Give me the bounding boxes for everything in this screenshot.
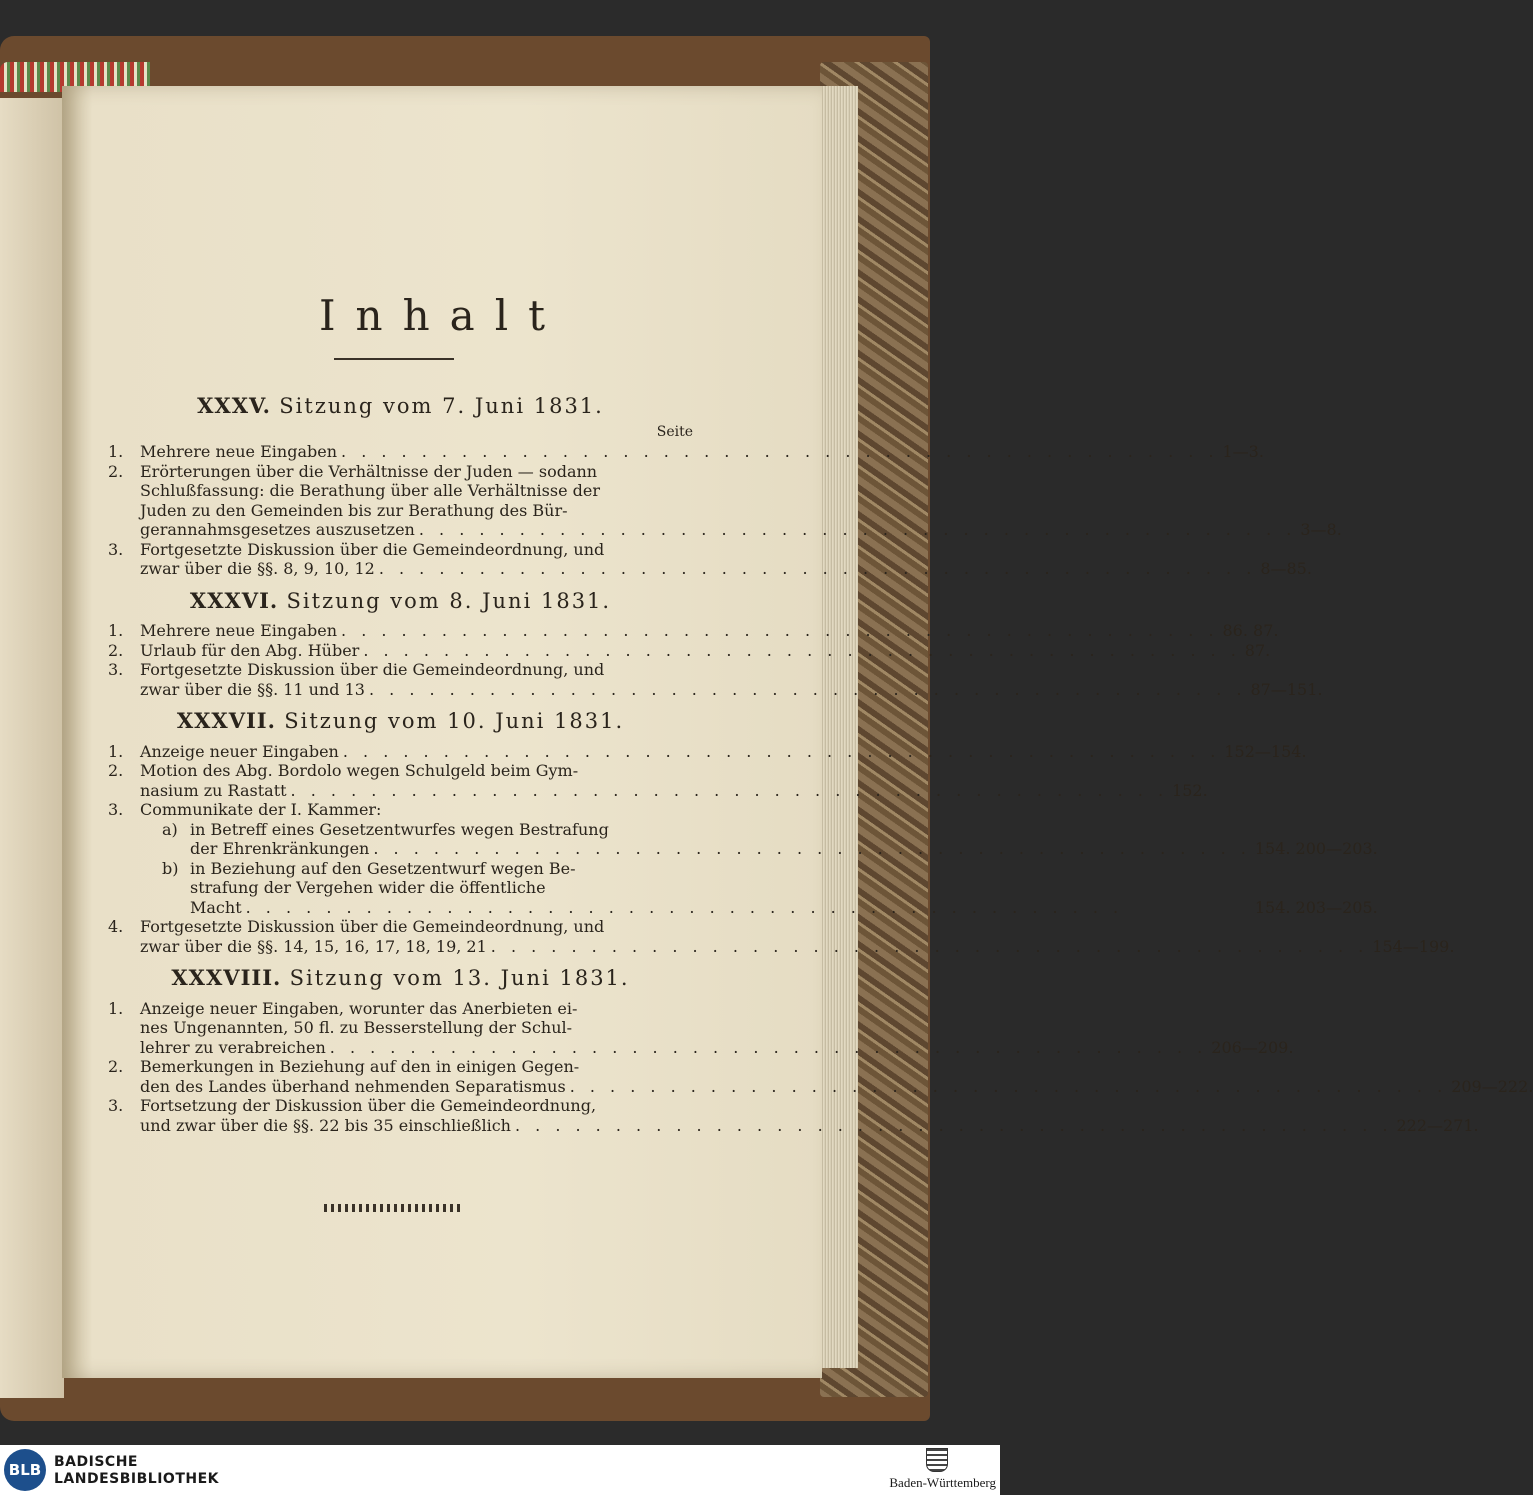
item-body [140, 1057, 1533, 1096]
sub-item [162, 859, 1378, 918]
book-page [62, 86, 1533, 1378]
entry-text: Mehrere neue Eingaben [140, 442, 338, 461]
page-number: 209—222. [1451, 1076, 1533, 1096]
entry-text: lehrer zu verabreichen [140, 1037, 326, 1057]
toc-section [108, 587, 1323, 700]
toc-section [108, 708, 1455, 956]
entry-text: Schlußfassung: die Berathung über alle Verhältnisse der [140, 481, 600, 500]
section-heading [108, 587, 693, 613]
toc-line [140, 1018, 1293, 1038]
sub-body [190, 820, 1378, 859]
sub-letter: a) [162, 819, 178, 839]
dot-leader [339, 742, 1224, 762]
toc-line [140, 520, 1342, 540]
toc-line [190, 859, 1378, 879]
item-body [140, 1096, 1479, 1135]
page-stack [818, 86, 858, 1368]
entry-text: Communikate der I. Kammer: [140, 800, 382, 819]
section-date: Sitzung vom 8. Juni 1831. [286, 588, 612, 613]
item-number: 1. [108, 442, 124, 461]
state-label: Baden-Württemberg [889, 1475, 996, 1490]
toc-item [108, 660, 1323, 699]
footer-bar [0, 1445, 1000, 1495]
toc-line [140, 1116, 1479, 1136]
toc-line [140, 442, 1264, 462]
toc-item [108, 917, 1455, 956]
toc-line [190, 820, 1378, 840]
section-date: Sitzung vom 10. Juni 1831. [284, 709, 625, 733]
dot-leader [369, 839, 1254, 859]
toc-line [140, 660, 1322, 680]
entry-text: nasium zu Rastatt [140, 780, 287, 800]
section-roman: XXXVI. [189, 587, 279, 613]
entry-text: zwar über die §§. 11 und 13 [140, 679, 365, 699]
page-number: 206—209. [1211, 1037, 1294, 1057]
item-body [140, 742, 1307, 762]
toc-line [140, 481, 1342, 501]
dot-leader [242, 898, 1255, 918]
item-number: 3. [108, 660, 124, 679]
page-number: 3—8. [1300, 520, 1342, 539]
entry-text: Urlaub für den Abg. Hüber [140, 640, 360, 660]
toc-item [108, 1096, 1479, 1135]
entry-text: Anzeige neuer Eingaben [140, 741, 339, 761]
dot-leader [375, 559, 1260, 579]
item-number: 1. [108, 621, 124, 640]
toc-line [140, 1057, 1533, 1077]
toc-item [108, 800, 1378, 917]
item-number: 3. [108, 1096, 124, 1115]
toc-line [140, 1096, 1479, 1116]
dot-leader [511, 1116, 1396, 1136]
toc-item [108, 998, 1294, 1058]
toc-section [108, 393, 1342, 579]
dot-leader [287, 781, 1172, 801]
toc-line [140, 937, 1454, 957]
entry-text: Anzeige neuer Eingaben, worunter das Anerbieten ei- [140, 998, 578, 1018]
entry-text: zwar über die §§. 14, 15, 16, 17, 18, 19, 21 [140, 936, 487, 956]
item-number: 2. [108, 640, 124, 660]
section-roman: XXXVIII. [171, 965, 282, 990]
item-number: 2. [108, 461, 124, 481]
item-body [140, 800, 1378, 917]
entry-text: Erörterungen über die Verhältnisse der Juden — sodann [140, 461, 598, 481]
entry-text: in Betreff eines Gesetzentwurfes wegen Bestrafung [190, 819, 609, 839]
toc-line [140, 742, 1307, 762]
dot-leader [365, 680, 1250, 700]
page-column-label: Seite [656, 423, 693, 440]
page-number: 86. 87. [1222, 621, 1279, 640]
entry-text: Macht [190, 897, 242, 917]
dot-leader [337, 621, 1222, 641]
toc-line [140, 680, 1322, 700]
entry-text: Fortgesetzte Diskussion über die Gemeindeordnung, und [140, 660, 605, 679]
entry-text: Mehrere neue Eingaben [140, 621, 338, 640]
item-body [140, 999, 1293, 1058]
toc-line [140, 999, 1293, 1019]
item-body [140, 540, 1312, 579]
section-roman: XXXV. [197, 393, 271, 418]
section-date: Sitzung vom 7. Juni 1831. [279, 394, 604, 418]
page-number: 154. 200—203. [1254, 839, 1378, 858]
page-number: 154—199. [1372, 936, 1455, 956]
dot-leader [415, 520, 1300, 540]
item-body [140, 660, 1322, 699]
entry-text: zwar über die §§. 8, 9, 10, 12 [140, 559, 375, 578]
toc-line [140, 761, 1208, 781]
toc-item [108, 461, 1342, 540]
toc-item [108, 1057, 1533, 1096]
item-body [140, 641, 1270, 661]
section-heading [108, 965, 693, 990]
entry-text: den des Landes überhand nehmenden Separatismus [140, 1076, 566, 1096]
item-number: 4. [108, 917, 124, 936]
dot-leader [566, 1077, 1451, 1097]
page-number: 152. [1172, 780, 1208, 800]
item-body [140, 621, 1278, 641]
entry-text: gerannahmsgesetzes auszusetzen [140, 520, 415, 539]
item-number: 3. [108, 800, 124, 819]
toc-line [140, 781, 1208, 801]
page-number: 87. [1244, 640, 1271, 660]
toc-line [140, 540, 1312, 560]
toc-line [140, 1077, 1533, 1097]
toc-line [140, 641, 1270, 661]
page-number: 152—154. [1224, 741, 1307, 761]
entry-text: Bemerkungen in Beziehung auf den in einigen Gegen- [140, 1057, 580, 1076]
item-body [140, 462, 1342, 540]
section-roman: XXXVII. [176, 708, 276, 733]
entry-text: der Ehrenkränkungen [190, 839, 370, 858]
item-number: 2. [108, 761, 124, 780]
toc-item [108, 539, 1312, 579]
left-page-edge [0, 98, 64, 1398]
item-body [140, 917, 1454, 956]
dot-leader [337, 442, 1222, 462]
toc-item [108, 442, 1264, 462]
toc-line [140, 800, 1378, 820]
coat-of-arms-icon [926, 1448, 948, 1472]
dot-leader [326, 1038, 1211, 1058]
dot-leader [487, 937, 1372, 957]
page-number: 1—3. [1222, 442, 1264, 461]
table-of-contents [108, 384, 1533, 1135]
sub-item [162, 820, 1378, 859]
toc-item [108, 640, 1271, 661]
toc-line [190, 878, 1378, 898]
entry-text: strafung der Vergehen wider die öffentliche [190, 878, 546, 897]
page-number: 154. 203—205. [1254, 897, 1378, 917]
toc-line [140, 917, 1454, 937]
library-name-line2: LANDESBIBLIOTHEK [54, 1471, 220, 1487]
toc-line [190, 898, 1378, 918]
page-number: 87—151. [1250, 679, 1323, 699]
item-number: 1. [108, 998, 124, 1018]
toc-item [108, 761, 1208, 800]
entry-text: Fortgesetzte Diskussion über die Gemeindeordnung, und [140, 917, 605, 936]
page-number: 222—271. [1396, 1115, 1479, 1135]
entry-text: Motion des Abg. Bordolo wegen Schulgeld beim Gym- [140, 761, 579, 780]
page-title: Inhalt [318, 291, 566, 340]
entry-text: Juden zu den Gemeinden bis zur Berathung des Bür- [140, 500, 568, 520]
section-date: Sitzung vom 13. Juni 1831. [289, 966, 630, 990]
library-name-line1: BADISCHE [54, 1454, 138, 1470]
item-number: 2. [108, 1057, 124, 1076]
entry-text: Fortsetzung der Diskussion über die Gemeindeordnung, [140, 1096, 597, 1115]
toc-section [108, 965, 1533, 1135]
toc-line [140, 559, 1312, 579]
toc-line [140, 1038, 1293, 1058]
item-body [140, 442, 1264, 462]
toc-line [190, 839, 1378, 859]
item-body [140, 761, 1208, 800]
item-number: 3. [108, 539, 124, 559]
end-ornament [324, 1204, 464, 1212]
entry-text: Fortgesetzte Diskussion über die Gemeindeordnung, und [140, 539, 605, 559]
entry-text: nes Ungenannten, 50 fl. zu Besserstellung der Schul- [140, 1018, 573, 1037]
entry-text: und zwar über die §§. 22 bis 35 einschließlich [140, 1115, 511, 1135]
toc-item [108, 741, 1307, 762]
page-number: 8—85. [1260, 559, 1312, 578]
section-heading [108, 708, 693, 733]
dot-leader [359, 641, 1244, 661]
sub-letter: b) [162, 858, 179, 878]
title-rule [334, 358, 454, 360]
item-number: 1. [108, 741, 124, 761]
sub-body [190, 859, 1378, 918]
toc-line [140, 621, 1278, 641]
section-heading [108, 393, 693, 418]
toc-item [108, 621, 1279, 641]
toc-line [140, 462, 1342, 482]
entry-text: in Beziehung auf den Gesetzentwurf wegen Be- [190, 858, 576, 878]
toc-line [140, 501, 1342, 521]
blb-logo[interactable]: BLB [4, 1449, 46, 1491]
